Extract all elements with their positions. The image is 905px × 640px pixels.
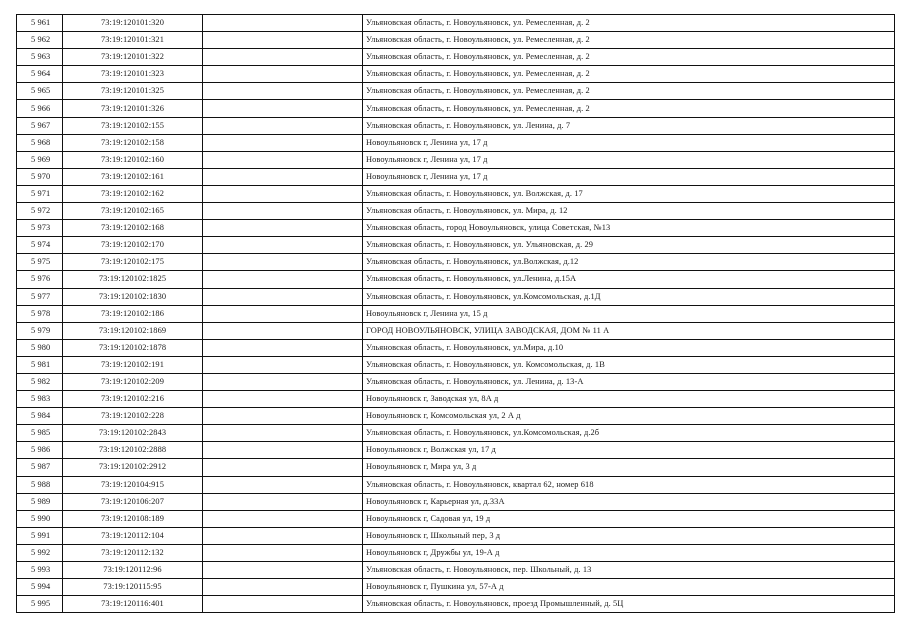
address-cell: Ульяновская область, г. Новоульяновск, ул. Мира, д. 12 — [363, 203, 895, 220]
row-number-cell: 5 987 — [17, 459, 63, 476]
table-row — [17, 476, 895, 493]
blank-cell — [203, 220, 363, 237]
row-number-cell: 5 966 — [17, 100, 63, 117]
table-row — [17, 510, 895, 527]
cadastral-number-cell: 73:19:120102:170 — [63, 237, 203, 254]
cadastral-number-cell: 73:19:120101:320 — [63, 15, 203, 32]
address-cell: Ульяновская область, г. Новоульяновск, ул. Волжская, д. 17 — [363, 185, 895, 202]
cadastral-number-cell: 73:19:120101:325 — [63, 83, 203, 100]
cadastral-number-cell: 73:19:120102:209 — [63, 373, 203, 390]
blank-cell — [203, 322, 363, 339]
table-row — [17, 493, 895, 510]
table-row — [17, 185, 895, 202]
address-cell: Ульяновская область, г. Новоульяновск, ул. Ульяновская, д. 29 — [363, 237, 895, 254]
address-cell: Ульяновская область, г. Новоульяновск, ул.Комсомольская, д.1Д — [363, 288, 895, 305]
address-cell: Ульяновская область, г. Новоульяновск, ул. Ленина, д. 13-А — [363, 373, 895, 390]
row-number-cell: 5 988 — [17, 476, 63, 493]
row-number-cell: 5 994 — [17, 579, 63, 596]
row-number-cell: 5 991 — [17, 527, 63, 544]
table-body — [17, 15, 895, 613]
row-number-cell: 5 982 — [17, 373, 63, 390]
table-row — [17, 220, 895, 237]
blank-cell — [203, 305, 363, 322]
address-cell: Новоульяновск г, Мира ул, 3 д — [363, 459, 895, 476]
cadastral-number-cell: 73:19:120115:95 — [63, 579, 203, 596]
address-cell: Новоульяновск г, Садовая ул, 19 д — [363, 510, 895, 527]
blank-cell — [203, 391, 363, 408]
address-cell: Новоульяновск г, Ленина ул, 17 д — [363, 134, 895, 151]
blank-cell — [203, 134, 363, 151]
cadastral-number-cell: 73:19:120112:96 — [63, 562, 203, 579]
address-cell: Ульяновская область, г. Новоульяновск, ул. Ремесленная, д. 2 — [363, 32, 895, 49]
cadastral-number-cell: 73:19:120106:207 — [63, 493, 203, 510]
blank-cell — [203, 408, 363, 425]
address-cell: Новоульяновск г, Ленина ул, 15 д — [363, 305, 895, 322]
table-row — [17, 15, 895, 32]
table-row — [17, 100, 895, 117]
table-row — [17, 356, 895, 373]
address-cell: Ульяновская область, г. Новоульяновск, ул.Комсомольская, д.2б — [363, 425, 895, 442]
cadastral-number-cell: 73:19:120112:104 — [63, 527, 203, 544]
address-cell: Ульяновская область, г. Новоульяновск, ул. Ремесленная, д. 2 — [363, 49, 895, 66]
row-number-cell: 5 984 — [17, 408, 63, 425]
table-row — [17, 408, 895, 425]
address-cell: Ульяновская область, г. Новоульяновск, ул. Ремесленная, д. 2 — [363, 100, 895, 117]
table-row — [17, 339, 895, 356]
row-number-cell: 5 963 — [17, 49, 63, 66]
row-number-cell: 5 964 — [17, 66, 63, 83]
cadastral-number-cell: 73:19:120101:322 — [63, 49, 203, 66]
table-row — [17, 305, 895, 322]
blank-cell — [203, 151, 363, 168]
blank-cell — [203, 442, 363, 459]
property-table — [16, 14, 895, 613]
cadastral-number-cell: 73:19:120102:1869 — [63, 322, 203, 339]
row-number-cell: 5 993 — [17, 562, 63, 579]
blank-cell — [203, 356, 363, 373]
row-number-cell: 5 985 — [17, 425, 63, 442]
address-cell: Ульяновская область, г. Новоульяновск, ул. Ремесленная, д. 2 — [363, 83, 895, 100]
cadastral-number-cell: 73:19:120102:165 — [63, 203, 203, 220]
blank-cell — [203, 185, 363, 202]
table-row — [17, 203, 895, 220]
blank-cell — [203, 476, 363, 493]
row-number-cell: 5 969 — [17, 151, 63, 168]
cadastral-number-cell: 73:19:120102:161 — [63, 168, 203, 185]
address-cell: Новоульяновск г, Комсомольская ул, 2 А д — [363, 408, 895, 425]
cadastral-number-cell: 73:19:120102:162 — [63, 185, 203, 202]
row-number-cell: 5 992 — [17, 544, 63, 561]
row-number-cell: 5 974 — [17, 237, 63, 254]
row-number-cell: 5 970 — [17, 168, 63, 185]
blank-cell — [203, 66, 363, 83]
cadastral-number-cell: 73:19:120102:158 — [63, 134, 203, 151]
blank-cell — [203, 288, 363, 305]
cadastral-number-cell: 73:19:120104:915 — [63, 476, 203, 493]
blank-cell — [203, 544, 363, 561]
table-row — [17, 579, 895, 596]
table-row — [17, 442, 895, 459]
blank-cell — [203, 527, 363, 544]
row-number-cell: 5 995 — [17, 596, 63, 613]
row-number-cell: 5 979 — [17, 322, 63, 339]
row-number-cell: 5 983 — [17, 391, 63, 408]
table-row — [17, 459, 895, 476]
cadastral-number-cell: 73:19:120102:191 — [63, 356, 203, 373]
row-number-cell: 5 961 — [17, 15, 63, 32]
blank-cell — [203, 373, 363, 390]
row-number-cell: 5 977 — [17, 288, 63, 305]
blank-cell — [203, 579, 363, 596]
blank-cell — [203, 459, 363, 476]
row-number-cell: 5 968 — [17, 134, 63, 151]
cadastral-number-cell: 73:19:120102:168 — [63, 220, 203, 237]
blank-cell — [203, 562, 363, 579]
address-cell: Новоульяновск г, Волжская ул, 17 д — [363, 442, 895, 459]
table-row — [17, 373, 895, 390]
table-row — [17, 527, 895, 544]
row-number-cell: 5 990 — [17, 510, 63, 527]
row-number-cell: 5 971 — [17, 185, 63, 202]
blank-cell — [203, 425, 363, 442]
table-row — [17, 544, 895, 561]
row-number-cell: 5 965 — [17, 83, 63, 100]
address-cell: Новоульяновск г, Ленина ул, 17 д — [363, 168, 895, 185]
cadastral-number-cell: 73:19:120102:1830 — [63, 288, 203, 305]
cadastral-number-cell: 73:19:120102:228 — [63, 408, 203, 425]
table-row — [17, 168, 895, 185]
row-number-cell: 5 981 — [17, 356, 63, 373]
blank-cell — [203, 493, 363, 510]
blank-cell — [203, 237, 363, 254]
row-number-cell: 5 976 — [17, 271, 63, 288]
cadastral-number-cell: 73:19:120101:326 — [63, 100, 203, 117]
table-row — [17, 562, 895, 579]
cadastral-number-cell: 73:19:120102:160 — [63, 151, 203, 168]
address-cell: Ульяновская область, г. Новоульяновск, ул.Волжская, д.12 — [363, 254, 895, 271]
table-row — [17, 254, 895, 271]
row-number-cell: 5 978 — [17, 305, 63, 322]
cadastral-number-cell: 73:19:120102:186 — [63, 305, 203, 322]
row-number-cell: 5 973 — [17, 220, 63, 237]
table-row — [17, 237, 895, 254]
table-row — [17, 117, 895, 134]
blank-cell — [203, 203, 363, 220]
table-row — [17, 151, 895, 168]
table-row — [17, 271, 895, 288]
address-cell: Новоульяновск г, Ленина ул, 17 д — [363, 151, 895, 168]
address-cell: Ульяновская область, г. Новоульяновск, проезд Промышленный, д. 5Ц — [363, 596, 895, 613]
cadastral-number-cell: 73:19:120102:2912 — [63, 459, 203, 476]
blank-cell — [203, 271, 363, 288]
address-cell: Новоульяновск г, Заводская ул, 8А д — [363, 391, 895, 408]
table-row — [17, 134, 895, 151]
table-row — [17, 391, 895, 408]
address-cell: Ульяновская область, г. Новоульяновск, ул.Ленина, д.15А — [363, 271, 895, 288]
address-cell: Новоульяновск г, Школьный пер, 3 д — [363, 527, 895, 544]
address-cell: Ульяновская область, г. Новоульяновск, ул. Комсомольская, д. 1В — [363, 356, 895, 373]
address-cell: ГОРОД НОВОУЛЬЯНОВСК, УЛИЦА ЗАВОДСКАЯ, ДОМ № 11 А — [363, 322, 895, 339]
cadastral-number-cell: 73:19:120101:323 — [63, 66, 203, 83]
cadastral-number-cell: 73:19:120102:1878 — [63, 339, 203, 356]
blank-cell — [203, 117, 363, 134]
table-row — [17, 425, 895, 442]
row-number-cell: 5 986 — [17, 442, 63, 459]
row-number-cell: 5 980 — [17, 339, 63, 356]
document-sheet — [16, 14, 894, 613]
cadastral-number-cell: 73:19:120101:321 — [63, 32, 203, 49]
cadastral-number-cell: 73:19:120102:2888 — [63, 442, 203, 459]
row-number-cell: 5 962 — [17, 32, 63, 49]
cadastral-number-cell: 73:19:120108:189 — [63, 510, 203, 527]
address-cell: Ульяновская область, город Новоульяновск, улица Советская, №13 — [363, 220, 895, 237]
blank-cell — [203, 168, 363, 185]
blank-cell — [203, 49, 363, 66]
table-row — [17, 83, 895, 100]
blank-cell — [203, 15, 363, 32]
address-cell: Новоульяновск г, Карьерная ул, д.33А — [363, 493, 895, 510]
cadastral-number-cell: 73:19:120112:132 — [63, 544, 203, 561]
table-row — [17, 288, 895, 305]
blank-cell — [203, 254, 363, 271]
row-number-cell: 5 975 — [17, 254, 63, 271]
cadastral-number-cell: 73:19:120102:216 — [63, 391, 203, 408]
cadastral-number-cell: 73:19:120116:401 — [63, 596, 203, 613]
address-cell: Новоульяновск г, Пушкина ул, 57-А д — [363, 579, 895, 596]
blank-cell — [203, 339, 363, 356]
row-number-cell: 5 967 — [17, 117, 63, 134]
cadastral-number-cell: 73:19:120102:175 — [63, 254, 203, 271]
table-row — [17, 32, 895, 49]
cadastral-number-cell: 73:19:120102:155 — [63, 117, 203, 134]
blank-cell — [203, 100, 363, 117]
row-number-cell: 5 972 — [17, 203, 63, 220]
blank-cell — [203, 83, 363, 100]
table-row — [17, 66, 895, 83]
blank-cell — [203, 596, 363, 613]
cadastral-number-cell: 73:19:120102:2843 — [63, 425, 203, 442]
address-cell: Ульяновская область, г. Новоульяновск, ул.Мира, д.10 — [363, 339, 895, 356]
address-cell: Ульяновская область, г. Новоульяновск, ул. Ремесленная, д. 2 — [363, 66, 895, 83]
address-cell: Ульяновская область, г. Новоульяновск, пер. Школьный, д. 13 — [363, 562, 895, 579]
table-row — [17, 49, 895, 66]
address-cell: Ульяновская область, г. Новоульяновск, ул. Ремесленная, д. 2 — [363, 15, 895, 32]
blank-cell — [203, 32, 363, 49]
table-row — [17, 322, 895, 339]
row-number-cell: 5 989 — [17, 493, 63, 510]
address-cell: Ульяновская область, г. Новоульяновск, квартал 62, номер 618 — [363, 476, 895, 493]
table-row — [17, 596, 895, 613]
cadastral-number-cell: 73:19:120102:1825 — [63, 271, 203, 288]
address-cell: Новоульяновск г, Дружбы ул, 19-А д — [363, 544, 895, 561]
address-cell: Ульяновская область, г. Новоульяновск, ул. Ленина, д. 7 — [363, 117, 895, 134]
blank-cell — [203, 510, 363, 527]
